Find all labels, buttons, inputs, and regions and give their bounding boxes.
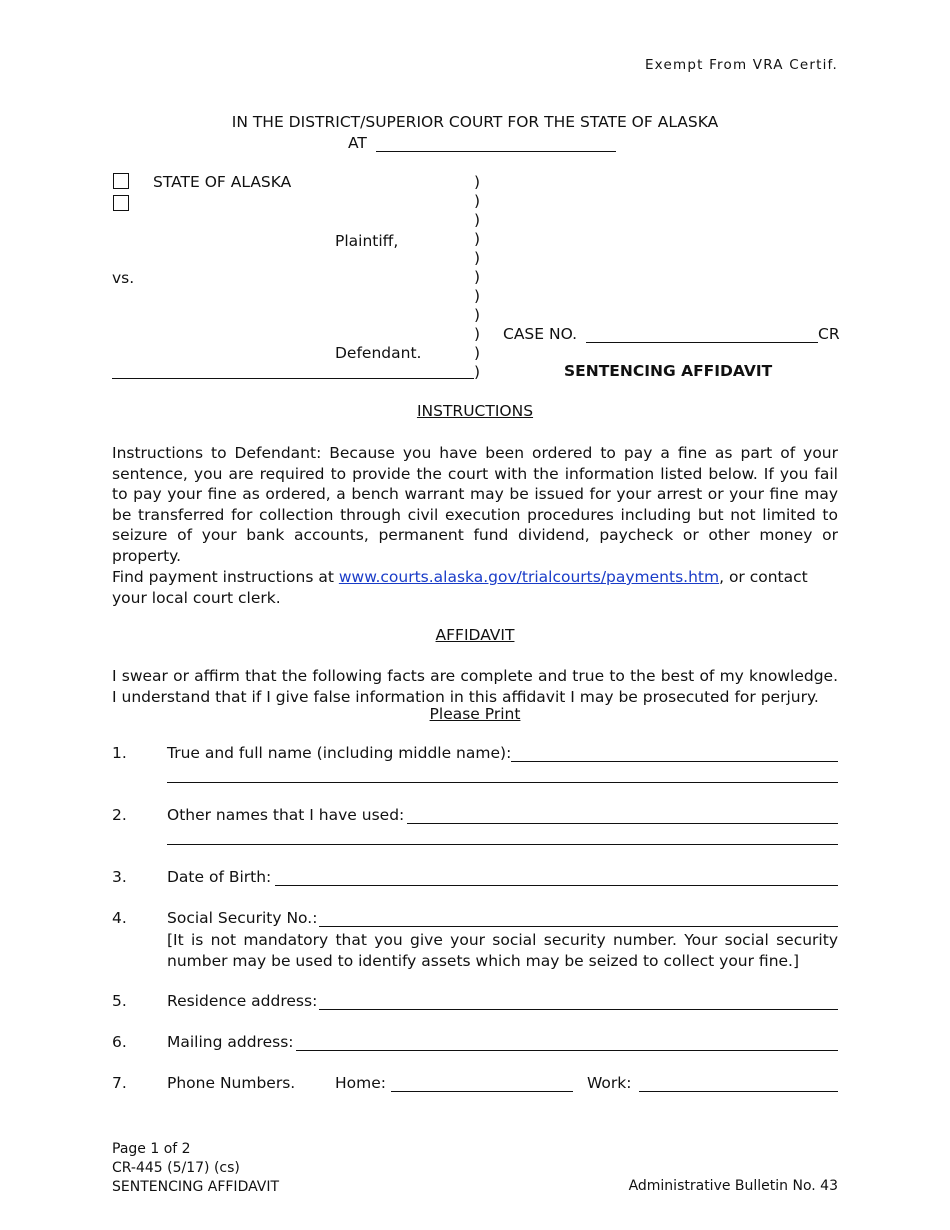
date-of-birth-label: Date of Birth:	[167, 868, 272, 886]
item-number: 4.	[112, 909, 127, 927]
ssn-field[interactable]	[319, 925, 838, 927]
other-names-field-continued[interactable]	[167, 843, 838, 845]
please-print-label: Please Print	[429, 705, 521, 723]
work-phone-field[interactable]	[639, 1090, 838, 1092]
home-phone-field[interactable]	[391, 1090, 573, 1092]
vs-label: vs.	[112, 269, 135, 287]
item-number: 2.	[112, 806, 127, 824]
item-number: 1.	[112, 744, 127, 762]
ssn-note: [It is not mandatory that you give your social security number. Your social security number may be used to identify assets which may be seized to collect your fine.]	[167, 931, 838, 970]
payment-instructions: Find payment instructions at www.courts.alaska.gov/trialcourts/payments.htm, or contact your local court clerk.	[112, 568, 808, 607]
item-number: 3.	[112, 868, 127, 886]
exempt-notice: Exempt From VRA Certif.	[644, 57, 838, 73]
case-suffix: CR	[818, 325, 840, 343]
defendant-name-line[interactable]	[112, 378, 474, 379]
case-number-field[interactable]	[586, 341, 818, 343]
case-no-label: CASE NO.	[503, 325, 578, 343]
plaintiff-label: Plaintiff,	[335, 232, 399, 250]
full-name-field-continued[interactable]	[167, 781, 838, 783]
form-title: SENTENCING AFFIDAVIT	[564, 362, 773, 380]
work-phone-label: Work:	[587, 1074, 632, 1092]
form-name: SENTENCING AFFIDAVIT	[112, 1179, 280, 1195]
instructions-text: Instructions to Defendant: Because you have been ordered to pay a fine as part of your sentence, you are required to provide the court with the information listed below. If you fail to pay your fine as ordered, a bench warrant may be issued for your arrest or your fine may be transferred for collection through civil execution procedures including but not limited to seizure of your bank accounts, permanent fund dividend, paycheck or other money or property.	[112, 444, 838, 565]
caption-parentheses: ) ) ) ) ) ) ) ) ) ) )	[474, 173, 481, 381]
footer-info	[112, 1140, 279, 1197]
at-label: AT	[348, 134, 367, 152]
residence-address-label: Residence address:	[167, 992, 318, 1010]
other-names-label: Other names that I have used:	[167, 806, 405, 824]
item-number: 6.	[112, 1033, 127, 1051]
instructions-heading: INSTRUCTIONS	[416, 402, 534, 420]
other-names-field[interactable]	[407, 822, 838, 824]
mailing-address-field[interactable]	[296, 1049, 838, 1051]
other-plaintiff-checkbox[interactable]	[113, 195, 129, 211]
item-number: 7.	[112, 1074, 127, 1092]
affidavit-oath: I swear or affirm that the following facts are complete and true to the best of my knowledge. I understand that if I give false information in this affidavit I may be prosecuted for perjury.	[112, 667, 838, 706]
case-number-row	[503, 325, 840, 343]
phone-numbers-label: Phone Numbers.	[167, 1074, 296, 1092]
administrative-bulletin: Administrative Bulletin No. 43	[628, 1178, 838, 1194]
date-of-birth-field[interactable]	[275, 884, 838, 886]
item-number: 5.	[112, 992, 127, 1010]
form-number: CR-445 (5/17) (cs)	[112, 1160, 240, 1176]
defendant-label: Defendant.	[335, 344, 422, 362]
full-name-field[interactable]	[511, 760, 838, 762]
ssn-label: Social Security No.:	[167, 909, 318, 927]
residence-address-field[interactable]	[319, 1008, 838, 1010]
court-location-row	[348, 134, 616, 152]
affidavit-heading: AFFIDAVIT	[435, 626, 515, 644]
mailing-address-label: Mailing address:	[167, 1033, 294, 1051]
page-number: Page 1 of 2	[112, 1141, 191, 1157]
court-location-field[interactable]	[376, 150, 616, 152]
state-of-alaska-checkbox[interactable]	[113, 173, 129, 189]
court-title: IN THE DISTRICT/SUPERIOR COURT FOR THE STATE OF ALASKA	[231, 113, 719, 131]
full-name-label: True and full name (including middle name):	[167, 744, 512, 762]
home-phone-label: Home:	[335, 1074, 386, 1092]
payments-link[interactable]: www.courts.alaska.gov/trialcourts/payments.htm	[338, 568, 720, 586]
plaintiff-party-state: STATE OF ALASKA	[153, 173, 292, 191]
